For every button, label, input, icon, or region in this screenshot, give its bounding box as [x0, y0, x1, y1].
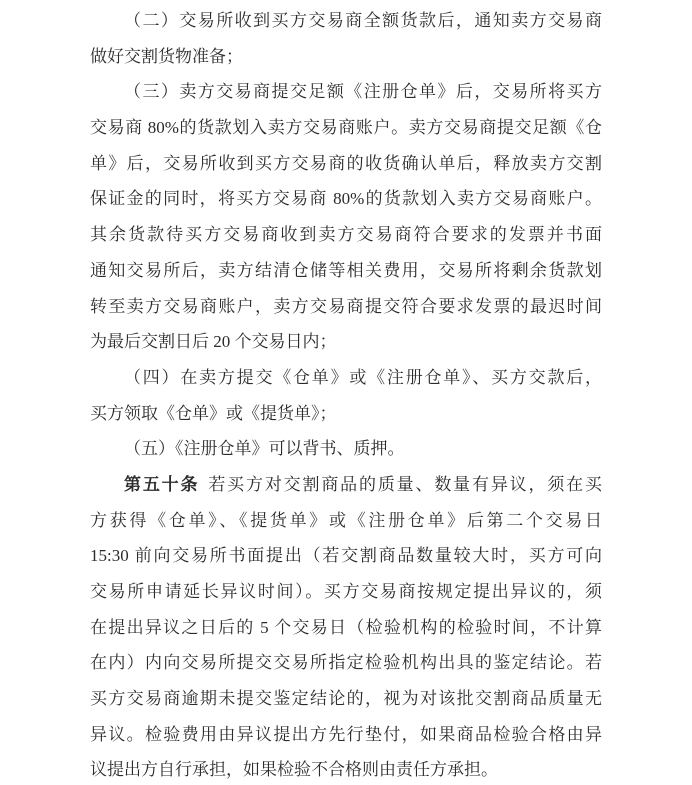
paragraph-clause-item-2 — [90, 3, 602, 74]
text-line — [90, 467, 602, 503]
clause-text: 若买方对交割商品的质量、数量有异议，须在买 — [208, 474, 603, 494]
text-line: 15:30 前向交易所书面提出（若交割商品数量较大时，买方可向 — [90, 546, 602, 566]
text-line: 异议。检验费用由异议提出方先行垫付，如果商品检验合格由异 — [90, 724, 602, 744]
text-line: 通知交易所后，卖方结清仓储等相关费用，交易所将剩余货款划 — [90, 260, 602, 280]
text-line: （四）在卖方提交《仓单》或《注册仓单》、买方交款后， — [124, 367, 602, 387]
text-line: 议提出方自行承担，如果检验不合格则由责任方承担。 — [90, 760, 498, 780]
text-line: 保证金的同时，将买方交易商 80%的货款划入卖方交易商账户。 — [90, 189, 602, 209]
text-line: 方获得《仓单》、《提货单》或《注册仓单》后第二个交易日 — [90, 510, 602, 530]
text-line: 做好交割货物准备； — [90, 46, 243, 66]
text-line: 其余货款待买方交易商收到卖方交易商符合要求的发票并书面 — [90, 225, 602, 245]
clause-number: 第五十条 — [124, 474, 200, 494]
text-line: 买方交易商逾期未提交鉴定结论的，视为对该批交割商品质量无 — [90, 689, 602, 709]
text-line: （三）卖方交易商提交足额《注册仓单》后，交易所将买方 — [124, 82, 602, 102]
paragraph-clause-item-4 — [90, 360, 602, 431]
text-line: 在内）内向交易所提交交易所指定检验机构出具的鉴定结论。若 — [90, 653, 602, 673]
document-body — [90, 3, 602, 785]
text-line: 买方领取《仓单》或《提货单》； — [90, 403, 337, 423]
text-line: 交易所申请延长异议时间）。买方交易商按规定提出异议的，须 — [90, 582, 602, 601]
text-line: 转至卖方交易商账户，卖方交易商提交符合要求发票的最迟时间 — [90, 296, 602, 316]
text-line: 单》后，交易所收到买方交易商的收货确认单后，释放卖方交割 — [90, 153, 602, 173]
text-line: 为最后交割日后 20 个交易日内； — [90, 332, 337, 352]
text-line: 交易商 80%的货款划入卖方交易商账户。卖方交易商提交足额《仓 — [90, 118, 602, 138]
text-line: （五）《注册仓单》可以背书、质押。 — [124, 439, 405, 459]
text-line: （二）交易所收到买方交易商全额货款后，通知卖方交易商 — [124, 11, 602, 30]
text-line: 在提出异议之日后的 5 个交易日（检验机构的检验时间，不计算 — [90, 617, 602, 637]
paragraph-clause-item-3 — [90, 74, 602, 360]
paragraph-article-50 — [90, 467, 602, 785]
paragraph-clause-item-5 — [90, 431, 602, 467]
